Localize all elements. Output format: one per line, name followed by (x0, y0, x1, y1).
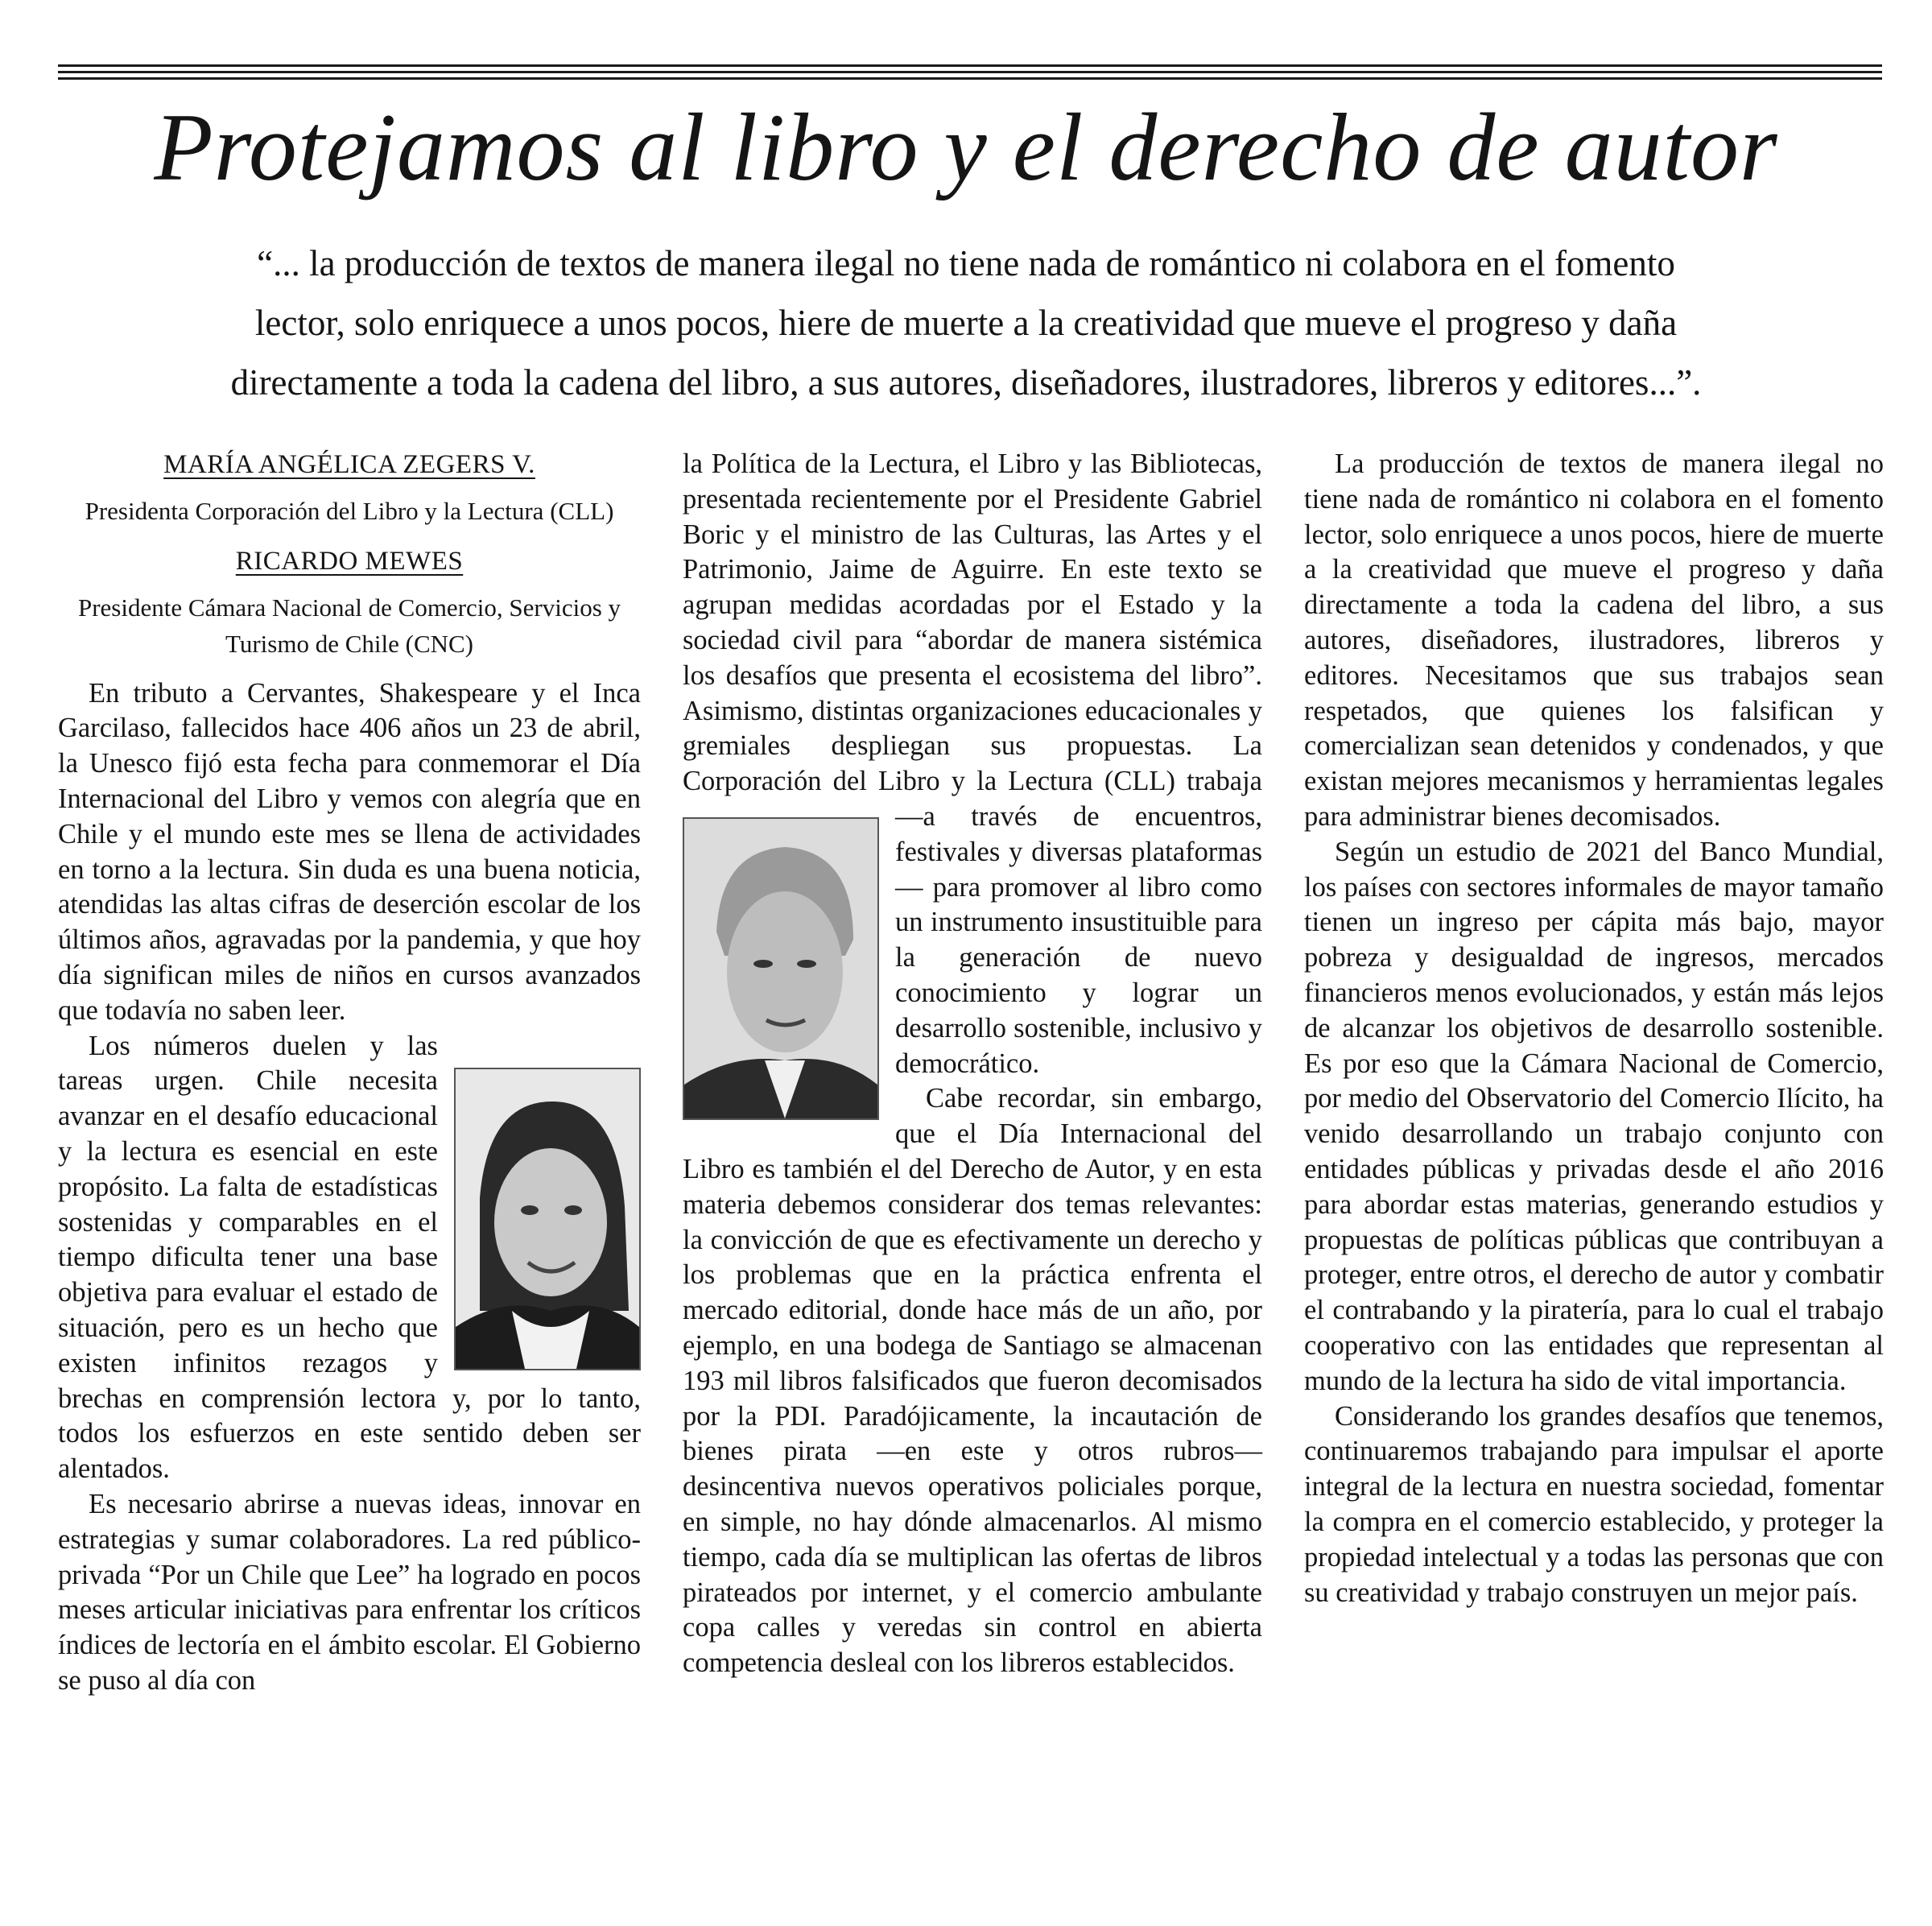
column-2 (683, 447, 1262, 1681)
body-paragraph: Los números duelen y las tareas urgen. Chile necesita avanzar en el desafío educacional y la lectura es esencial en este propósito. La falta de estadísticas sostenidas y comparables en el tiempo dificulta tener una base objetiva para evaluar el estado de situación, pero es un hecho que existen infinitos rezagos y brechas en comprensión lectora y, por lo tanto, todos los esfuerzos en este sentido deben ser alentados. (58, 1030, 641, 1485)
deck-quote (48, 234, 1884, 412)
body-paragraph: Cabe recordar, sin embargo, que el Día Internacional del Libro es también el del Derecho de Autor, y en esta materia debemos considerar dos temas relevantes: la convicción de que es efectivamente un derecho y los problemas que en la práctica enfrenta el mercado editorial, donde hace más de un año, por ejemplo, en una bodega de Santiago se almacenan 193 mil libros falsificados que fueron decomisados por la PDI. Paradójicamente, la incautación de bienes pirata —en este y otros rubros— desincentiva nuevos operativos policiales porque, en simple, no hay dónde almacenarlos. Al mismo tiempo, cada día se multiplican las ofertas de libros pirateados por internet, y el comercio ambulante copa calles y veredas sin control en abierta competencia desleal con los libreros establecidos. (683, 1083, 1262, 1679)
column-1 (58, 447, 641, 1699)
author-role: Presidente Cámara Nacional de Comercio, Servicios y Turismo de Chile (CNC) (77, 593, 621, 658)
deck-line: lector, solo enriquece a unos pocos, hiere de muerte a la creatividad que mueve el progreso y daña (254, 303, 1678, 343)
author-role: Presidenta Corporación del Libro y la Lectura (CLL) (85, 496, 614, 525)
author-photo-zegers (454, 1068, 641, 1370)
author-name: MARÍA ANGÉLICA ZEGERS V. (163, 450, 535, 479)
body-paragraph: Es necesario abrirse a nuevas ideas, innovar en estrategias y sumar colaboradores. La red público-privada “Por un Chile que Lee” ha logrado en pocos meses articular iniciativas para enfrentar los críticos índices de lectoría en el ámbito escolar. El Gobierno se puso al día con (58, 1488, 641, 1696)
column-3 (1304, 447, 1884, 1610)
body-paragraph: En tributo a Cervantes, Shakespeare y el Inca Garcilaso, fallecidos hace 406 años un 23 de abril, la Unesco fijó esta fecha para conmemorar el Día Internacional del Libro y vemos con alegría que en Chile y el mundo este mes se llena de actividades en torno a la lectura. Sin duda es una buena noticia, atendidas las altas cifras de deserción escolar de los últimos años, agravadas por la pandemia, y que hoy día significan miles de niños en cursos avanzados que todavía no saben leer. (58, 677, 641, 1026)
body-paragraph: Según un estudio de 2021 del Banco Mundial, los países con sectores informales de mayor tamaño tienen un ingreso per cápita más bajo, mayor pobreza y desigualdad de ingresos, mercados financieros menos evolucionados, y están más lejos de alcanzar los objetivos de desarrollo sostenible. Es por eso que la Cámara Nacional de Comercio, por medio del Observatorio del Comercio Ilícito, ha venido desarrollando un trabajo conjunto con entidades públicas y privadas desde el año 2016 para abordar estas materias, generando estudios y propuestas de políticas públicas que contribuyan a proteger, entre otros, el derecho de autor y combatir el contrabando y la piratería, para lo cual el trabajo cooperativo con las entidades que representan al mundo de la lectura ha sido de vital importancia. (1304, 836, 1884, 1396)
deck-line: directamente a toda la cadena del libro, a sus autores, diseñadores, ilustradores, libreros y editores...”. (230, 362, 1702, 403)
body-paragraph: la Política de la Lectura, el Libro y las Bibliotecas, presentada recientemente por el Presidente Gabriel Boric y el ministro de las Culturas, las Artes y el Patrimonio, Jaime de Aguirre. En este texto se agrupan medidas acordadas por el Estado y la sociedad civil para “abordar de manera sistémica los desafíos que presenta el ecosistema del libro”. Asimismo, distintas organizaciones educacionales y gremiales despliegan sus propuestas. La Corporación del Libro y la Lectura (CLL) trabaja —a través de encuentros, festivales y diversas plataformas— para promover al libro como un instrumento insustituible para la generación de nuevo conocimiento y lograr un desarrollo sostenible, inclusivo y democrático. (683, 448, 1262, 1079)
author-photo-mewes (683, 817, 879, 1120)
top-rule (58, 64, 1882, 80)
headline: Protejamos al libro y el derecho de autor (154, 93, 1778, 200)
author-name: RICARDO MEWES (235, 546, 464, 576)
deck-line: “... la producción de textos de manera ilegal no tiene nada de romántico ni colabora en el fomento (257, 243, 1675, 283)
body-paragraph: Considerando los grandes desafíos que tenemos, continuaremos trabajando para impulsar el aporte integral de la lectura en nuestra sociedad, fomentar la compra en el comercio establecido, y proteger la propiedad intelectual y a todas las personas que con su creatividad y trabajo construyen un mejor país. (1304, 1400, 1884, 1608)
body-paragraph: La producción de textos de manera ilegal no tiene nada de romántico ni colabora en el fomento lector, solo enriquece a unos pocos, hiere de muerte a la creatividad que mueve el progreso y daña directamente a toda la cadena del libro, a sus autores, diseñadores, ilustradores, libreros y editores. Necesitamos que sus trabajos sean respetados, que quienes los falsifican y comercializan sean detenidos y condenados, y que existan mejores mecanismos y herramientas legales para administrar bienes decomisados. (1304, 448, 1884, 832)
